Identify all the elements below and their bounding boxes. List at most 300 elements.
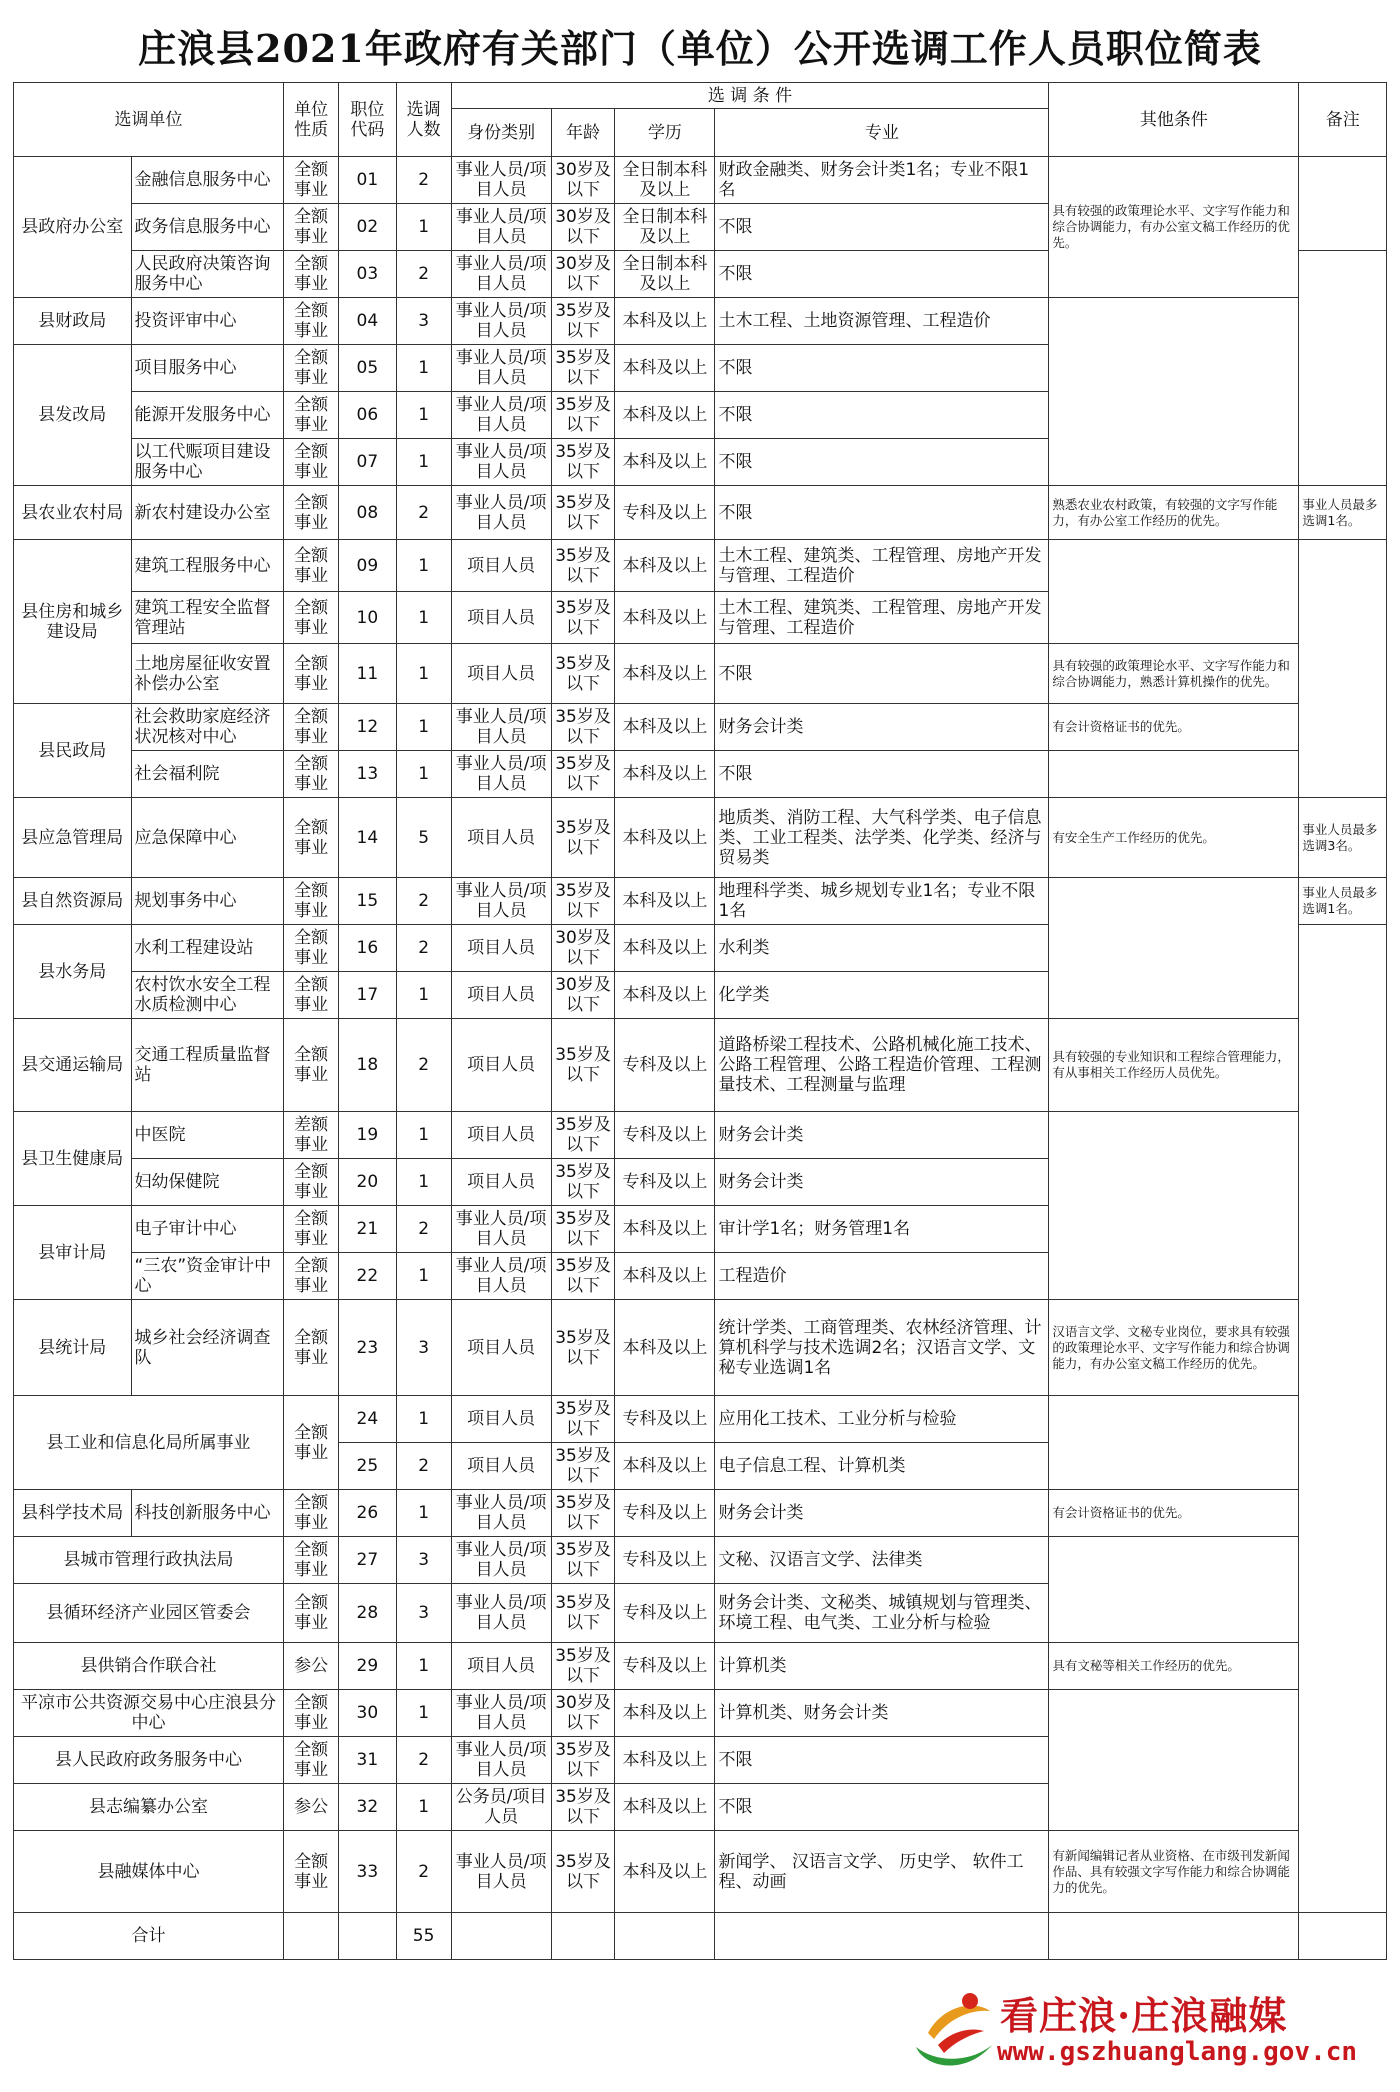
job-major: 不限 [715, 1737, 1049, 1784]
unit-nature: 全额事业 [284, 486, 339, 540]
other-conditions [1049, 298, 1299, 486]
other-conditions [1049, 1112, 1299, 1300]
subunit-name: 建筑工程服务中心 [131, 540, 284, 592]
table-row [14, 540, 1387, 592]
unit-nature: 全额事业 [284, 439, 339, 486]
unit-name: 平凉市公共资源交易中心庄浪县分中心 [14, 1690, 284, 1737]
total-empty-cell [451, 1913, 551, 1960]
job-identity: 事业人员/项目人员 [451, 1831, 551, 1913]
job-code: 25 [339, 1443, 397, 1490]
job-identity: 事业人员/项目人员 [451, 751, 551, 798]
job-identity: 事业人员/项目人员 [451, 251, 551, 298]
subunit-name: 城乡社会经济调查队 [131, 1300, 284, 1396]
job-age: 35岁及以下 [551, 1159, 615, 1206]
job-code: 03 [339, 251, 397, 298]
job-major: 土木工程、建筑类、工程管理、房地产开发与管理、工程造价 [715, 540, 1049, 592]
job-note [1299, 251, 1387, 486]
other-conditions [1049, 1396, 1299, 1490]
unit-name: 县发改局 [14, 345, 132, 486]
job-age: 35岁及以下 [551, 592, 615, 644]
unit-nature: 全额事业 [284, 298, 339, 345]
unit-nature: 全额事业 [284, 644, 339, 704]
job-count: 1 [396, 1690, 451, 1737]
job-count: 1 [396, 972, 451, 1019]
job-major: 新闻学、 汉语言文学、 历史学、 软件工程、动画 [715, 1831, 1049, 1913]
other-conditions: 汉语言文学、文秘专业岗位，要求具有较强的政策理论水平、文字写作能力和综合协调能力，有办公室文稿工作经历的优先。 [1049, 1300, 1299, 1396]
job-count: 2 [396, 1019, 451, 1112]
job-edu: 全日制本科及以上 [615, 157, 715, 204]
job-identity: 项目人员 [451, 1443, 551, 1490]
job-identity: 公务员/项目人员 [451, 1784, 551, 1831]
job-count: 1 [396, 1490, 451, 1537]
unit-nature: 全额事业 [284, 1396, 339, 1490]
job-edu: 专科及以上 [615, 1537, 715, 1584]
unit-name: 县工业和信息化局所属事业 [14, 1396, 284, 1490]
job-identity: 事业人员/项目人员 [451, 486, 551, 540]
subunit-name: 建筑工程安全监督管理站 [131, 592, 284, 644]
job-age: 35岁及以下 [551, 1112, 615, 1159]
table-row [14, 486, 1387, 540]
table-body [14, 83, 1387, 1960]
job-age: 30岁及以下 [551, 925, 615, 972]
job-code: 07 [339, 439, 397, 486]
unit-nature: 全额事业 [284, 251, 339, 298]
job-code: 17 [339, 972, 397, 1019]
job-major: 不限 [715, 751, 1049, 798]
job-code: 18 [339, 1019, 397, 1112]
job-count: 1 [396, 644, 451, 704]
job-count: 3 [396, 1584, 451, 1643]
job-code: 11 [339, 644, 397, 704]
job-major: 化学类 [715, 972, 1049, 1019]
job-edu: 专科及以上 [615, 1396, 715, 1443]
job-edu: 本科及以上 [615, 1831, 715, 1913]
job-edu: 本科及以上 [615, 592, 715, 644]
job-major: 审计学1名；财务管理1名 [715, 1206, 1049, 1253]
job-major: 地理科学类、城乡规划专业1名；专业不限1名 [715, 878, 1049, 925]
job-count: 1 [396, 1253, 451, 1300]
job-identity: 项目人员 [451, 1159, 551, 1206]
job-age: 35岁及以下 [551, 439, 615, 486]
job-note [1299, 157, 1387, 251]
job-count: 1 [396, 751, 451, 798]
job-count: 5 [396, 798, 451, 878]
subunit-name: 能源开发服务中心 [131, 392, 284, 439]
job-age: 35岁及以下 [551, 1396, 615, 1443]
job-major: 财务会计类 [715, 1112, 1049, 1159]
job-identity: 事业人员/项目人员 [451, 704, 551, 751]
job-major: 财政金融类、财务会计类1名；专业不限1名 [715, 157, 1049, 204]
job-age: 35岁及以下 [551, 1300, 615, 1396]
job-note [1299, 925, 1387, 1913]
job-count: 2 [396, 1737, 451, 1784]
subunit-name: 水利工程建设站 [131, 925, 284, 972]
job-age: 35岁及以下 [551, 1737, 615, 1784]
subunit-name: 规划事务中心 [131, 878, 284, 925]
job-major: 土木工程、土地资源管理、工程造价 [715, 298, 1049, 345]
job-major: 不限 [715, 486, 1049, 540]
job-major: 电子信息工程、计算机类 [715, 1443, 1049, 1490]
job-age: 30岁及以下 [551, 251, 615, 298]
unit-name: 县住房和城乡建设局 [14, 540, 132, 704]
job-age: 30岁及以下 [551, 157, 615, 204]
subunit-name: 新农村建设办公室 [131, 486, 284, 540]
job-major: 不限 [715, 392, 1049, 439]
job-count: 3 [396, 298, 451, 345]
job-edu: 本科及以上 [615, 1300, 715, 1396]
job-edu: 本科及以上 [615, 392, 715, 439]
unit-nature: 全额事业 [284, 925, 339, 972]
job-major: 不限 [715, 644, 1049, 704]
header-code: 职位代码 [339, 83, 397, 157]
unit-name: 县审计局 [14, 1206, 132, 1300]
job-edu: 本科及以上 [615, 540, 715, 592]
table-row [14, 1690, 1387, 1737]
unit-nature: 全额事业 [284, 1737, 339, 1784]
unit-nature: 全额事业 [284, 204, 339, 251]
job-age: 35岁及以下 [551, 1831, 615, 1913]
job-code: 04 [339, 298, 397, 345]
job-age: 35岁及以下 [551, 486, 615, 540]
job-identity: 事业人员/项目人员 [451, 1584, 551, 1643]
job-count: 1 [396, 1159, 451, 1206]
header-unit: 选调单位 [14, 83, 284, 157]
total-label: 合计 [14, 1913, 284, 1960]
other-conditions: 具有较强的专业知识和工程综合管理能力，有从事相关工作经历人员优先。 [1049, 1019, 1299, 1112]
footer-url: www.gszhuanglang.gov.cn [997, 2037, 1358, 2067]
unit-name: 县人民政府政务服务中心 [14, 1737, 284, 1784]
table-row [14, 751, 1387, 798]
job-code: 12 [339, 704, 397, 751]
job-age: 35岁及以下 [551, 298, 615, 345]
job-code: 29 [339, 1643, 397, 1690]
job-edu: 本科及以上 [615, 345, 715, 392]
job-code: 09 [339, 540, 397, 592]
other-conditions: 具有较强的政策理论水平、文字写作能力和综合协调能力，有办公室文稿工作经历的优先。 [1049, 157, 1299, 298]
job-code: 21 [339, 1206, 397, 1253]
job-code: 10 [339, 592, 397, 644]
job-edu: 本科及以上 [615, 798, 715, 878]
job-edu: 本科及以上 [615, 1784, 715, 1831]
other-conditions: 有会计资格证书的优先。 [1049, 704, 1299, 751]
job-age: 35岁及以下 [551, 1537, 615, 1584]
job-note: 事业人员最多选调1名。 [1299, 486, 1387, 540]
unit-name: 县民政局 [14, 704, 132, 798]
job-code: 14 [339, 798, 397, 878]
job-age: 35岁及以下 [551, 1206, 615, 1253]
job-major: 不限 [715, 204, 1049, 251]
job-age: 30岁及以下 [551, 972, 615, 1019]
unit-nature: 全额事业 [284, 157, 339, 204]
table-row [14, 1396, 1387, 1443]
job-code: 27 [339, 1537, 397, 1584]
job-identity: 项目人员 [451, 1019, 551, 1112]
job-edu: 专科及以上 [615, 486, 715, 540]
other-conditions: 有会计资格证书的优先。 [1049, 1490, 1299, 1537]
job-code: 28 [339, 1584, 397, 1643]
other-conditions: 有安全生产工作经历的优先。 [1049, 798, 1299, 878]
job-major: 统计学类、工商管理类、农林经济管理、计算机科学与技术选调2名；汉语言文学、文秘专业选调1名 [715, 1300, 1049, 1396]
job-edu: 本科及以上 [615, 878, 715, 925]
job-count: 2 [396, 1206, 451, 1253]
unit-name: 县财政局 [14, 298, 132, 345]
unit-name: 县科学技术局 [14, 1490, 132, 1537]
job-identity: 事业人员/项目人员 [451, 1253, 551, 1300]
subunit-name: 土地房屋征收安置补偿办公室 [131, 644, 284, 704]
header-identity: 身份类别 [451, 109, 551, 157]
header-other: 其他条件 [1049, 83, 1299, 157]
header-edu: 学历 [615, 109, 715, 157]
table-row [14, 1831, 1387, 1913]
unit-nature: 全额事业 [284, 1690, 339, 1737]
job-edu: 本科及以上 [615, 439, 715, 486]
job-age: 30岁及以下 [551, 204, 615, 251]
job-code: 33 [339, 1831, 397, 1913]
unit-nature: 全额事业 [284, 751, 339, 798]
table-row [14, 1019, 1387, 1112]
job-edu: 本科及以上 [615, 1737, 715, 1784]
job-major: 土木工程、建筑类、工程管理、房地产开发与管理、工程造价 [715, 592, 1049, 644]
job-major: 应用化工技术、工业分析与检验 [715, 1396, 1049, 1443]
job-identity: 项目人员 [451, 1112, 551, 1159]
other-conditions: 有新闻编辑记者从业资格、在市级刊发新闻作品、具有较强文字写作能力和综合协调能力的优先。 [1049, 1831, 1299, 1913]
job-identity: 事业人员/项目人员 [451, 439, 551, 486]
subunit-name: 项目服务中心 [131, 345, 284, 392]
job-count: 3 [396, 1537, 451, 1584]
unit-nature: 全额事业 [284, 392, 339, 439]
job-major: 文秘、汉语言文学、法律类 [715, 1537, 1049, 1584]
unit-name: 县卫生健康局 [14, 1112, 132, 1206]
unit-nature: 全额事业 [284, 540, 339, 592]
job-identity: 事业人员/项目人员 [451, 878, 551, 925]
job-edu: 本科及以上 [615, 298, 715, 345]
job-edu: 专科及以上 [615, 1112, 715, 1159]
header-age: 年龄 [551, 109, 615, 157]
unit-nature: 参公 [284, 1784, 339, 1831]
other-conditions [1049, 878, 1299, 1019]
job-identity: 事业人员/项目人员 [451, 157, 551, 204]
other-conditions [1049, 751, 1299, 798]
job-count: 1 [396, 345, 451, 392]
job-age: 35岁及以下 [551, 540, 615, 592]
job-edu: 本科及以上 [615, 925, 715, 972]
job-age: 35岁及以下 [551, 1490, 615, 1537]
job-identity: 项目人员 [451, 592, 551, 644]
unit-nature: 全额事业 [284, 1831, 339, 1913]
job-age: 35岁及以下 [551, 1784, 615, 1831]
table-row [14, 878, 1387, 925]
job-identity: 项目人员 [451, 1643, 551, 1690]
job-note: 事业人员最多选调1名。 [1299, 878, 1387, 925]
job-code: 16 [339, 925, 397, 972]
footer-brand: 看庄浪·庄浪融媒 [1000, 1993, 1288, 2038]
unit-name: 县志编纂办公室 [14, 1784, 284, 1831]
subunit-name: 以工代赈项目建设服务中心 [131, 439, 284, 486]
job-identity: 事业人员/项目人员 [451, 1737, 551, 1784]
total-empty-cell [715, 1913, 1049, 1960]
job-age: 35岁及以下 [551, 878, 615, 925]
footer-watermark [900, 1985, 1390, 2085]
subunit-name: 中医院 [131, 1112, 284, 1159]
job-identity: 项目人员 [451, 644, 551, 704]
unit-nature: 全额事业 [284, 1490, 339, 1537]
job-identity: 事业人员/项目人员 [451, 204, 551, 251]
job-count: 1 [396, 1784, 451, 1831]
unit-nature: 全额事业 [284, 345, 339, 392]
table-row [14, 798, 1387, 878]
job-edu: 本科及以上 [615, 644, 715, 704]
subunit-name: 人民政府决策咨询服务中心 [131, 251, 284, 298]
job-identity: 项目人员 [451, 540, 551, 592]
job-major: 计算机类、财务会计类 [715, 1690, 1049, 1737]
job-age: 30岁及以下 [551, 1690, 615, 1737]
unit-nature: 全额事业 [284, 1206, 339, 1253]
job-count: 2 [396, 1443, 451, 1490]
table-row [14, 157, 1387, 204]
job-count: 2 [396, 486, 451, 540]
job-edu: 本科及以上 [615, 1206, 715, 1253]
table-row [14, 1112, 1387, 1159]
job-major: 道路桥梁工程技术、公路机械化施工技术、公路工程管理、公路工程造价管理、工程测量技术、工程测量与监理 [715, 1019, 1049, 1112]
job-identity: 项目人员 [451, 1396, 551, 1443]
job-code: 24 [339, 1396, 397, 1443]
job-edu: 本科及以上 [615, 751, 715, 798]
job-count: 2 [396, 878, 451, 925]
unit-name: 县应急管理局 [14, 798, 132, 878]
unit-nature: 全额事业 [284, 592, 339, 644]
subunit-name: “三农”资金审计中心 [131, 1253, 284, 1300]
job-edu: 本科及以上 [615, 704, 715, 751]
job-code: 15 [339, 878, 397, 925]
total-empty-cell [284, 1913, 339, 1960]
job-code: 08 [339, 486, 397, 540]
job-identity: 事业人员/项目人员 [451, 345, 551, 392]
total-row [14, 1913, 1387, 1960]
job-code: 31 [339, 1737, 397, 1784]
job-age: 35岁及以下 [551, 704, 615, 751]
job-major: 水利类 [715, 925, 1049, 972]
job-age: 35岁及以下 [551, 1643, 615, 1690]
job-major: 财务会计类、文秘类、城镇规划与管理类、环境工程、电气类、工业分析与检验 [715, 1584, 1049, 1643]
job-age: 35岁及以下 [551, 1253, 615, 1300]
job-code: 32 [339, 1784, 397, 1831]
job-code: 26 [339, 1490, 397, 1537]
job-count: 1 [396, 540, 451, 592]
job-count: 2 [396, 1831, 451, 1913]
table-row [14, 1300, 1387, 1396]
job-age: 35岁及以下 [551, 345, 615, 392]
other-conditions: 熟悉农业农村政策，有较强的文字写作能力，有办公室工作经历的优先。 [1049, 486, 1299, 540]
job-identity: 项目人员 [451, 798, 551, 878]
job-identity: 事业人员/项目人员 [451, 392, 551, 439]
unit-nature: 差额事业 [284, 1112, 339, 1159]
unit-name: 县农业农村局 [14, 486, 132, 540]
unit-nature: 参公 [284, 1643, 339, 1690]
subunit-name: 电子审计中心 [131, 1206, 284, 1253]
subunit-name: 社会福利院 [131, 751, 284, 798]
total-empty-cell [1299, 1913, 1387, 1960]
table-row [14, 644, 1387, 704]
job-edu: 本科及以上 [615, 1690, 715, 1737]
total-empty-cell [339, 1913, 397, 1960]
other-conditions [1049, 1537, 1299, 1643]
job-major: 不限 [715, 251, 1049, 298]
job-count: 1 [396, 392, 451, 439]
subunit-name: 投资评审中心 [131, 298, 284, 345]
unit-name: 县供销合作联合社 [14, 1643, 284, 1690]
unit-nature: 全额事业 [284, 972, 339, 1019]
header-major: 专业 [715, 109, 1049, 157]
subunit-name: 妇幼保健院 [131, 1159, 284, 1206]
table-row [14, 1490, 1387, 1537]
unit-name: 县循环经济产业园区管委会 [14, 1584, 284, 1643]
job-edu: 全日制本科及以上 [615, 251, 715, 298]
job-code: 06 [339, 392, 397, 439]
unit-nature: 全额事业 [284, 1300, 339, 1396]
job-edu: 全日制本科及以上 [615, 204, 715, 251]
job-age: 35岁及以下 [551, 1584, 615, 1643]
job-code: 02 [339, 204, 397, 251]
unit-nature: 全额事业 [284, 1537, 339, 1584]
job-age: 35岁及以下 [551, 751, 615, 798]
other-conditions: 具有较强的政策理论水平、文字写作能力和综合协调能力，熟悉计算机操作的优先。 [1049, 644, 1299, 704]
unit-nature: 全额事业 [284, 1019, 339, 1112]
other-conditions: 具有文秘等相关工作经历的优先。 [1049, 1643, 1299, 1690]
job-code: 23 [339, 1300, 397, 1396]
job-code: 13 [339, 751, 397, 798]
job-code: 19 [339, 1112, 397, 1159]
job-count: 1 [396, 204, 451, 251]
job-count: 3 [396, 1300, 451, 1396]
header-note: 备注 [1299, 83, 1387, 157]
unit-name: 县统计局 [14, 1300, 132, 1396]
job-count: 1 [396, 592, 451, 644]
unit-name: 县融媒体中心 [14, 1831, 284, 1913]
header-row-1 [14, 83, 1387, 109]
job-identity: 项目人员 [451, 1300, 551, 1396]
job-note: 事业人员最多选调3名。 [1299, 798, 1387, 878]
subunit-name: 金融信息服务中心 [131, 157, 284, 204]
job-major: 财务会计类 [715, 1490, 1049, 1537]
job-code: 30 [339, 1690, 397, 1737]
unit-nature: 全额事业 [284, 1584, 339, 1643]
job-count: 2 [396, 157, 451, 204]
subunit-name: 交通工程质量监督站 [131, 1019, 284, 1112]
header-count: 选调人数 [396, 83, 451, 157]
job-edu: 专科及以上 [615, 1159, 715, 1206]
other-conditions [1049, 540, 1299, 644]
subunit-name: 应急保障中心 [131, 798, 284, 878]
job-major: 财务会计类 [715, 1159, 1049, 1206]
table-row [14, 1537, 1387, 1584]
job-identity: 事业人员/项目人员 [451, 1206, 551, 1253]
subunit-name: 政务信息服务中心 [131, 204, 284, 251]
job-count: 2 [396, 925, 451, 972]
job-edu: 本科及以上 [615, 972, 715, 1019]
unit-name: 县城市管理行政执法局 [14, 1537, 284, 1584]
job-major: 不限 [715, 1784, 1049, 1831]
job-count: 2 [396, 251, 451, 298]
job-code: 22 [339, 1253, 397, 1300]
job-age: 35岁及以下 [551, 1019, 615, 1112]
job-major: 工程造价 [715, 1253, 1049, 1300]
other-conditions [1049, 1690, 1299, 1831]
job-identity: 事业人员/项目人员 [451, 1690, 551, 1737]
job-edu: 专科及以上 [615, 1019, 715, 1112]
job-edu: 专科及以上 [615, 1643, 715, 1690]
job-major: 不限 [715, 345, 1049, 392]
job-note [1299, 540, 1387, 798]
